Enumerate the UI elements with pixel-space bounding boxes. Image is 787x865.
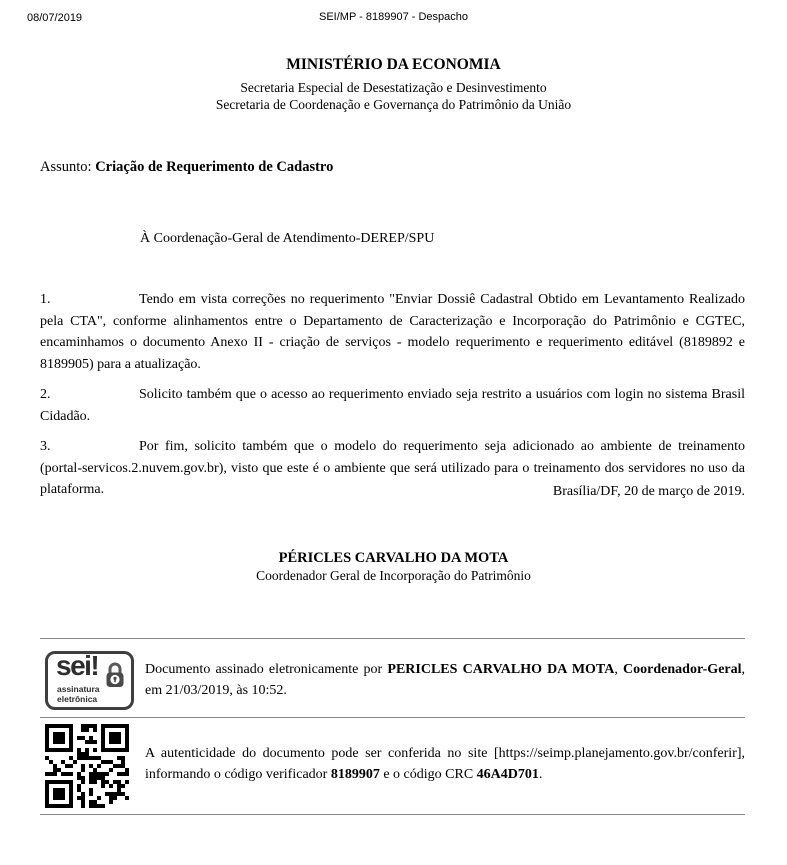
divider-bottom bbox=[40, 814, 745, 815]
recipient-line: À Coordenação-Geral de Atendimento-DEREP/SPU bbox=[140, 231, 435, 246]
padlock-icon bbox=[103, 660, 127, 691]
signer-block bbox=[0, 549, 787, 585]
place-date-line: Brasília/DF, 20 de março de 2019. bbox=[552, 484, 745, 499]
paragraph-3-number: 3. bbox=[40, 439, 51, 454]
paragraph-2-number: 2. bbox=[40, 387, 51, 402]
ministry-title: MINISTÉRIO DA ECONOMIA bbox=[286, 56, 501, 73]
subject-line bbox=[40, 159, 333, 176]
sei-signature-stamp bbox=[45, 651, 134, 710]
secretariat-line-1: Secretaria Especial de Desestatização e Desinvestimento bbox=[240, 80, 547, 95]
secretariat-line-2: Secretaria de Coordenação e Governança do Patrimônio da União bbox=[215, 97, 572, 112]
sei-logo-subtext: assinatura eletrônica bbox=[57, 684, 100, 704]
paragraph-1-text: Tendo em vista correções no requerimento "Enviar Dossiê Cadastral Obtido em Levantamento Realizado pela CTA", conforme alinhamentos entre o Departamento de Caracterização e Incorporação do Patrimônio e CGTEC, encaminhamos o documento Anexo II - criação de serviços - modelo requerimento e requerimento editável (8189892 e 8189905) para a atualização. bbox=[40, 292, 745, 372]
divider-top bbox=[40, 638, 745, 639]
paragraph-2 bbox=[40, 384, 745, 427]
paragraph-3-text: Por fim, solicito também que o modelo do requerimento seja adicionado ao ambiente de treinamento (portal-servicos.2.nuvem.gov.br), visto que este é o ambiente que será utilizado para o treinamento dos servidores no uso da plataforma. bbox=[40, 439, 745, 497]
paragraph-1-number: 1. bbox=[40, 292, 51, 307]
body-paragraphs bbox=[40, 289, 745, 510]
authenticity-statement: A autenticidade do documento pode ser conferida no site [https://seimp.planejamento.gov.br/conferir], informando o código verificador 8189907 e o código CRC 46A4D701. bbox=[145, 746, 745, 782]
print-header bbox=[0, 11, 787, 23]
print-date: 08/07/2019 bbox=[27, 12, 83, 24]
divider-middle bbox=[40, 717, 745, 718]
signer-role: Coordenador Geral de Incorporação do Patrimônio bbox=[256, 568, 531, 583]
subject-label: Assunto: bbox=[40, 159, 96, 175]
paragraph-1 bbox=[40, 289, 745, 375]
org-header bbox=[0, 55, 787, 113]
print-title: SEI/MP - 8189907 - Despacho bbox=[319, 11, 468, 23]
qr-code bbox=[45, 724, 129, 808]
sei-logo-text: sei! bbox=[56, 650, 99, 681]
subject-value: Criação de Requerimento de Cadastro bbox=[95, 159, 334, 175]
signer-name: PÉRICLES CARVALHO DA MOTA bbox=[278, 550, 509, 566]
signature-statement: Documento assinado eletronicamente por PERICLES CARVALHO DA MOTA, Coordenador-Geral, em 21/03/2019, às 10:52. bbox=[145, 662, 746, 698]
paragraph-2-text: Solicito também que o acesso ao requerimento enviado seja restrito a usuários com login no sistema Brasil Cidadão. bbox=[40, 387, 745, 424]
